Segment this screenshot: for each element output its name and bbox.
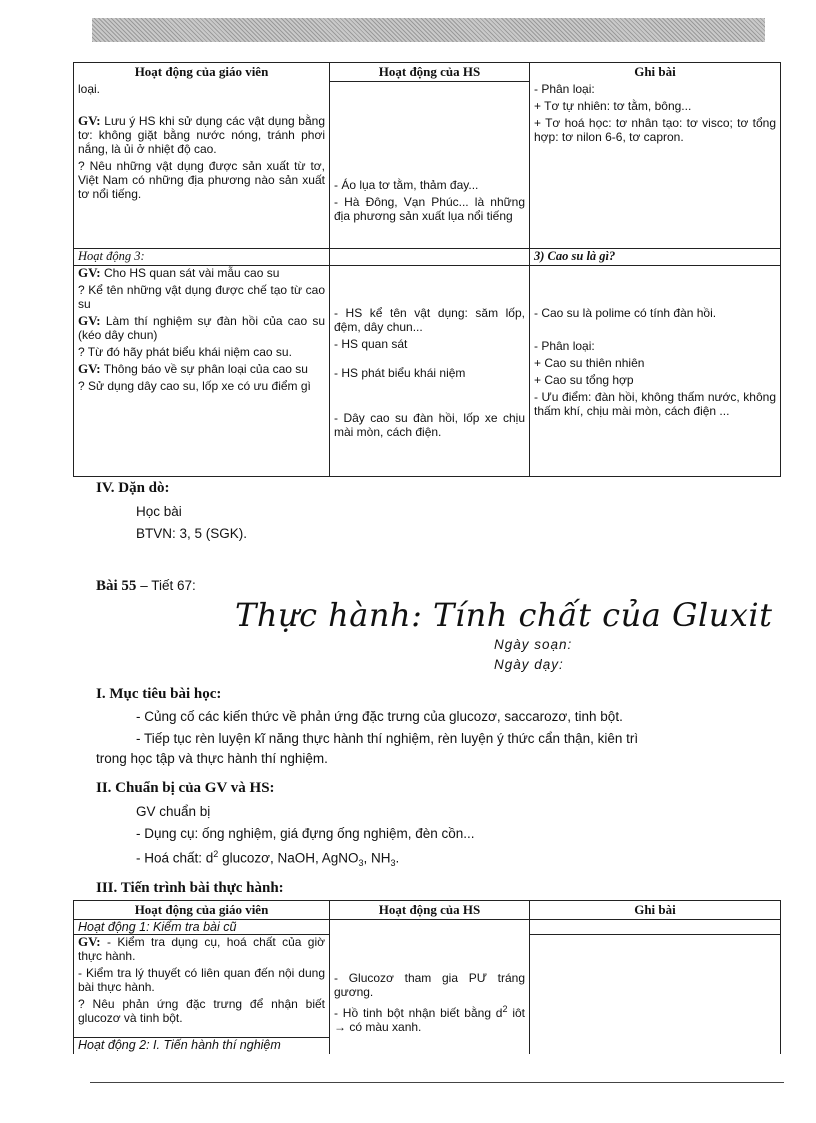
teacher-cell	[74, 82, 330, 249]
cell-text: - Áo lụa tơ tằm, thảm đay...	[334, 178, 479, 192]
cell-text: ? Nêu phản ứng đặc trưng để nhận biết glucozơ và tinh bột.	[78, 997, 325, 1025]
activity-label: Hoạt động 2: I. Tiến hành thí nghiệm	[74, 1038, 330, 1055]
table-header-row	[74, 901, 781, 920]
cell-text: ? Sử dụng dây cao su, lốp xe có ưu điểm gì	[78, 378, 311, 393]
cell-text: - Kiểm tra lý thuyết có liên quan đến nội dung bài thực hành.	[78, 966, 325, 994]
prep-text: - Hoá chất: d	[136, 850, 214, 866]
subscript: 3	[390, 858, 396, 869]
gv-label: GV:	[78, 264, 101, 280]
cell-text: - Phân loại:	[534, 338, 595, 353]
header-teacher: Hoạt động của giáo viên	[74, 901, 330, 920]
cell-text: Thông báo về sự phân loại của cao su	[103, 361, 308, 376]
student-cell	[330, 935, 530, 1038]
prep-text: , NH	[363, 850, 391, 866]
objective-line-2a: - Tiếp tục rèn luyện kĩ năng thực hành thí nghiệm, rèn luyện ý thức cẩn thận, kiên trì	[136, 731, 639, 746]
teacher-cell	[74, 935, 330, 1038]
cell-text: ? Kể tên những vật dụng được chế tạo từ cao su	[78, 282, 325, 311]
superscript: 2	[213, 849, 219, 859]
section-title-tientrinh: III. Tiến trình bài thực hành:	[96, 880, 284, 896]
cell-text: Lưu ý HS khi sử dụng các vật dụng bằng tơ: không giặt bằng nước nóng, tránh phơi nắng, là ủi ở nhiệt độ cao.	[78, 113, 325, 156]
empty-cell	[330, 1038, 530, 1055]
date-taught: Ngày dạy:	[494, 657, 564, 672]
cell-text: loại.	[78, 81, 101, 96]
cell-text: - HS phát biểu khái niệm	[334, 365, 466, 380]
table-row	[74, 248, 781, 265]
notes-cell	[530, 82, 781, 249]
lesson-number: Bài 55	[96, 578, 137, 594]
cell-text: - Dây cao su đàn hồi, lốp xe chịu mài mòn, cách điện.	[334, 410, 525, 439]
arrow-icon: →	[334, 1019, 346, 1034]
cell-text: Cho HS quan sát vài mẫu cao su	[103, 265, 280, 280]
cell-text: - HS kể tên vật dụng: săm lốp, đệm, dây chun...	[334, 305, 525, 334]
cell-text: - Ưu điểm: đàn hồi, không thấm nước, không thấm khí, chịu mài mòn, cách điện ...	[534, 389, 776, 418]
prep-text: .	[395, 850, 400, 866]
lesson-heading	[96, 578, 196, 595]
cell-text: - HS quan sát	[334, 336, 408, 351]
gv-label: GV:	[78, 112, 101, 128]
header-notes: Ghi bài	[530, 901, 781, 920]
table-row	[74, 920, 781, 935]
section-title-muctieu: I. Mục tiêu bài học:	[96, 686, 222, 702]
gv-label: GV:	[78, 934, 101, 949]
header-student: Hoạt động của HS	[330, 901, 530, 920]
cell-text: + Tơ tự nhiên: tơ tằm, bông...	[534, 98, 692, 113]
cell-text: ? Từ đó hãy phát biểu khái niệm cao su.	[78, 344, 292, 359]
activity-table-1	[73, 62, 781, 477]
activity-label: Hoạt động 1: Kiểm tra bài cũ	[74, 920, 330, 935]
superscript: 2	[502, 1003, 508, 1014]
header-notes: Ghi bài	[530, 63, 781, 82]
header-teacher: Hoạt động của giáo viên	[74, 63, 330, 82]
activity-table-2	[73, 900, 781, 1054]
cell-text: + Tơ hoá học: tơ nhân tạo: tơ visco; tơ tổng hợp: tơ nilon 6-6, tơ capron.	[534, 115, 776, 144]
teacher-cell	[74, 265, 330, 476]
empty-cell	[330, 248, 530, 265]
gv-label: GV:	[78, 360, 101, 376]
table-row	[74, 265, 781, 476]
header-student: Hoạt động của HS	[330, 63, 530, 82]
dando-line-2: BTVN: 3, 5 (SGK).	[136, 526, 248, 541]
prep-line-3	[136, 849, 399, 868]
activity-label: Hoạt động 3:	[74, 248, 330, 265]
section-title-chuanbi: II. Chuẩn bị của GV và HS:	[96, 780, 275, 796]
cell-text-part: iôt	[507, 1005, 525, 1020]
prep-line-1: GV chuẩn bị	[136, 804, 211, 819]
date-prepared: Ngày soạn:	[494, 637, 573, 652]
cell-text-part: - Hồ tinh bột nhận biết bằng d	[334, 1005, 503, 1020]
section-title-dando: IV. Dặn dò:	[96, 480, 170, 496]
notes-cell	[530, 265, 781, 476]
cell-text: - Hà Đông, Vạn Phúc... là những địa phương sản xuất lụa nổi tiếng	[334, 195, 525, 223]
cell-text: ? Nêu những vật dụng được sản xuất từ tơ, Việt Nam có những địa phương nào sản xuất tơ nổi tiếng.	[78, 158, 325, 201]
cell-text: Làm thí nghiệm sự đàn hồi của cao su (kéo dây chun)	[78, 313, 325, 342]
cell-text: - Phân loại:	[534, 81, 595, 96]
empty-cell	[330, 920, 530, 935]
objective-line-1: - Củng cố các kiến thức về phản ứng đặc trưng của glucozơ, saccarozơ, tinh bột.	[136, 709, 623, 724]
prep-line-2: - Dụng cụ: ống nghiệm, giá đựng ống nghiệm, đèn cồn...	[136, 826, 475, 841]
cell-text: + Cao su thiên nhiên	[534, 355, 645, 370]
cell-text: - Cao su là polime có tính đàn hồi.	[534, 305, 717, 320]
cell-text-part: có màu xanh.	[346, 1019, 422, 1034]
dando-line-1: Học bài	[136, 504, 182, 519]
subscript: 3	[358, 858, 364, 869]
table-row	[74, 82, 781, 249]
empty-cell	[530, 1038, 781, 1055]
page-header-bar	[92, 18, 765, 42]
lesson-title: Thực hành: Tính chất của Gluxit	[235, 596, 773, 634]
footer-line	[90, 1082, 784, 1083]
table-row	[74, 935, 781, 1038]
student-cell	[330, 265, 530, 476]
section-heading: 3) Cao su là gì?	[530, 248, 781, 265]
table-header-row	[74, 63, 781, 82]
lesson-period: – Tiết 67:	[136, 578, 196, 593]
empty-cell	[530, 920, 781, 935]
student-cell	[330, 82, 530, 249]
cell-text	[334, 1002, 525, 1034]
cell-text: - Glucozơ tham gia PƯ tráng gương.	[334, 970, 525, 999]
gv-label: GV:	[78, 312, 101, 328]
cell-text: + Cao su tổng hợp	[534, 372, 634, 387]
notes-cell	[530, 935, 781, 1038]
table-row	[74, 1038, 781, 1055]
objective-line-2b: trong học tập và thực hành thí nghiệm.	[96, 751, 328, 766]
prep-text: glucozơ, NaOH, AgNO	[218, 850, 359, 866]
cell-text: - Kiểm tra dụng cụ, hoá chất của giờ thực hành.	[78, 935, 325, 963]
